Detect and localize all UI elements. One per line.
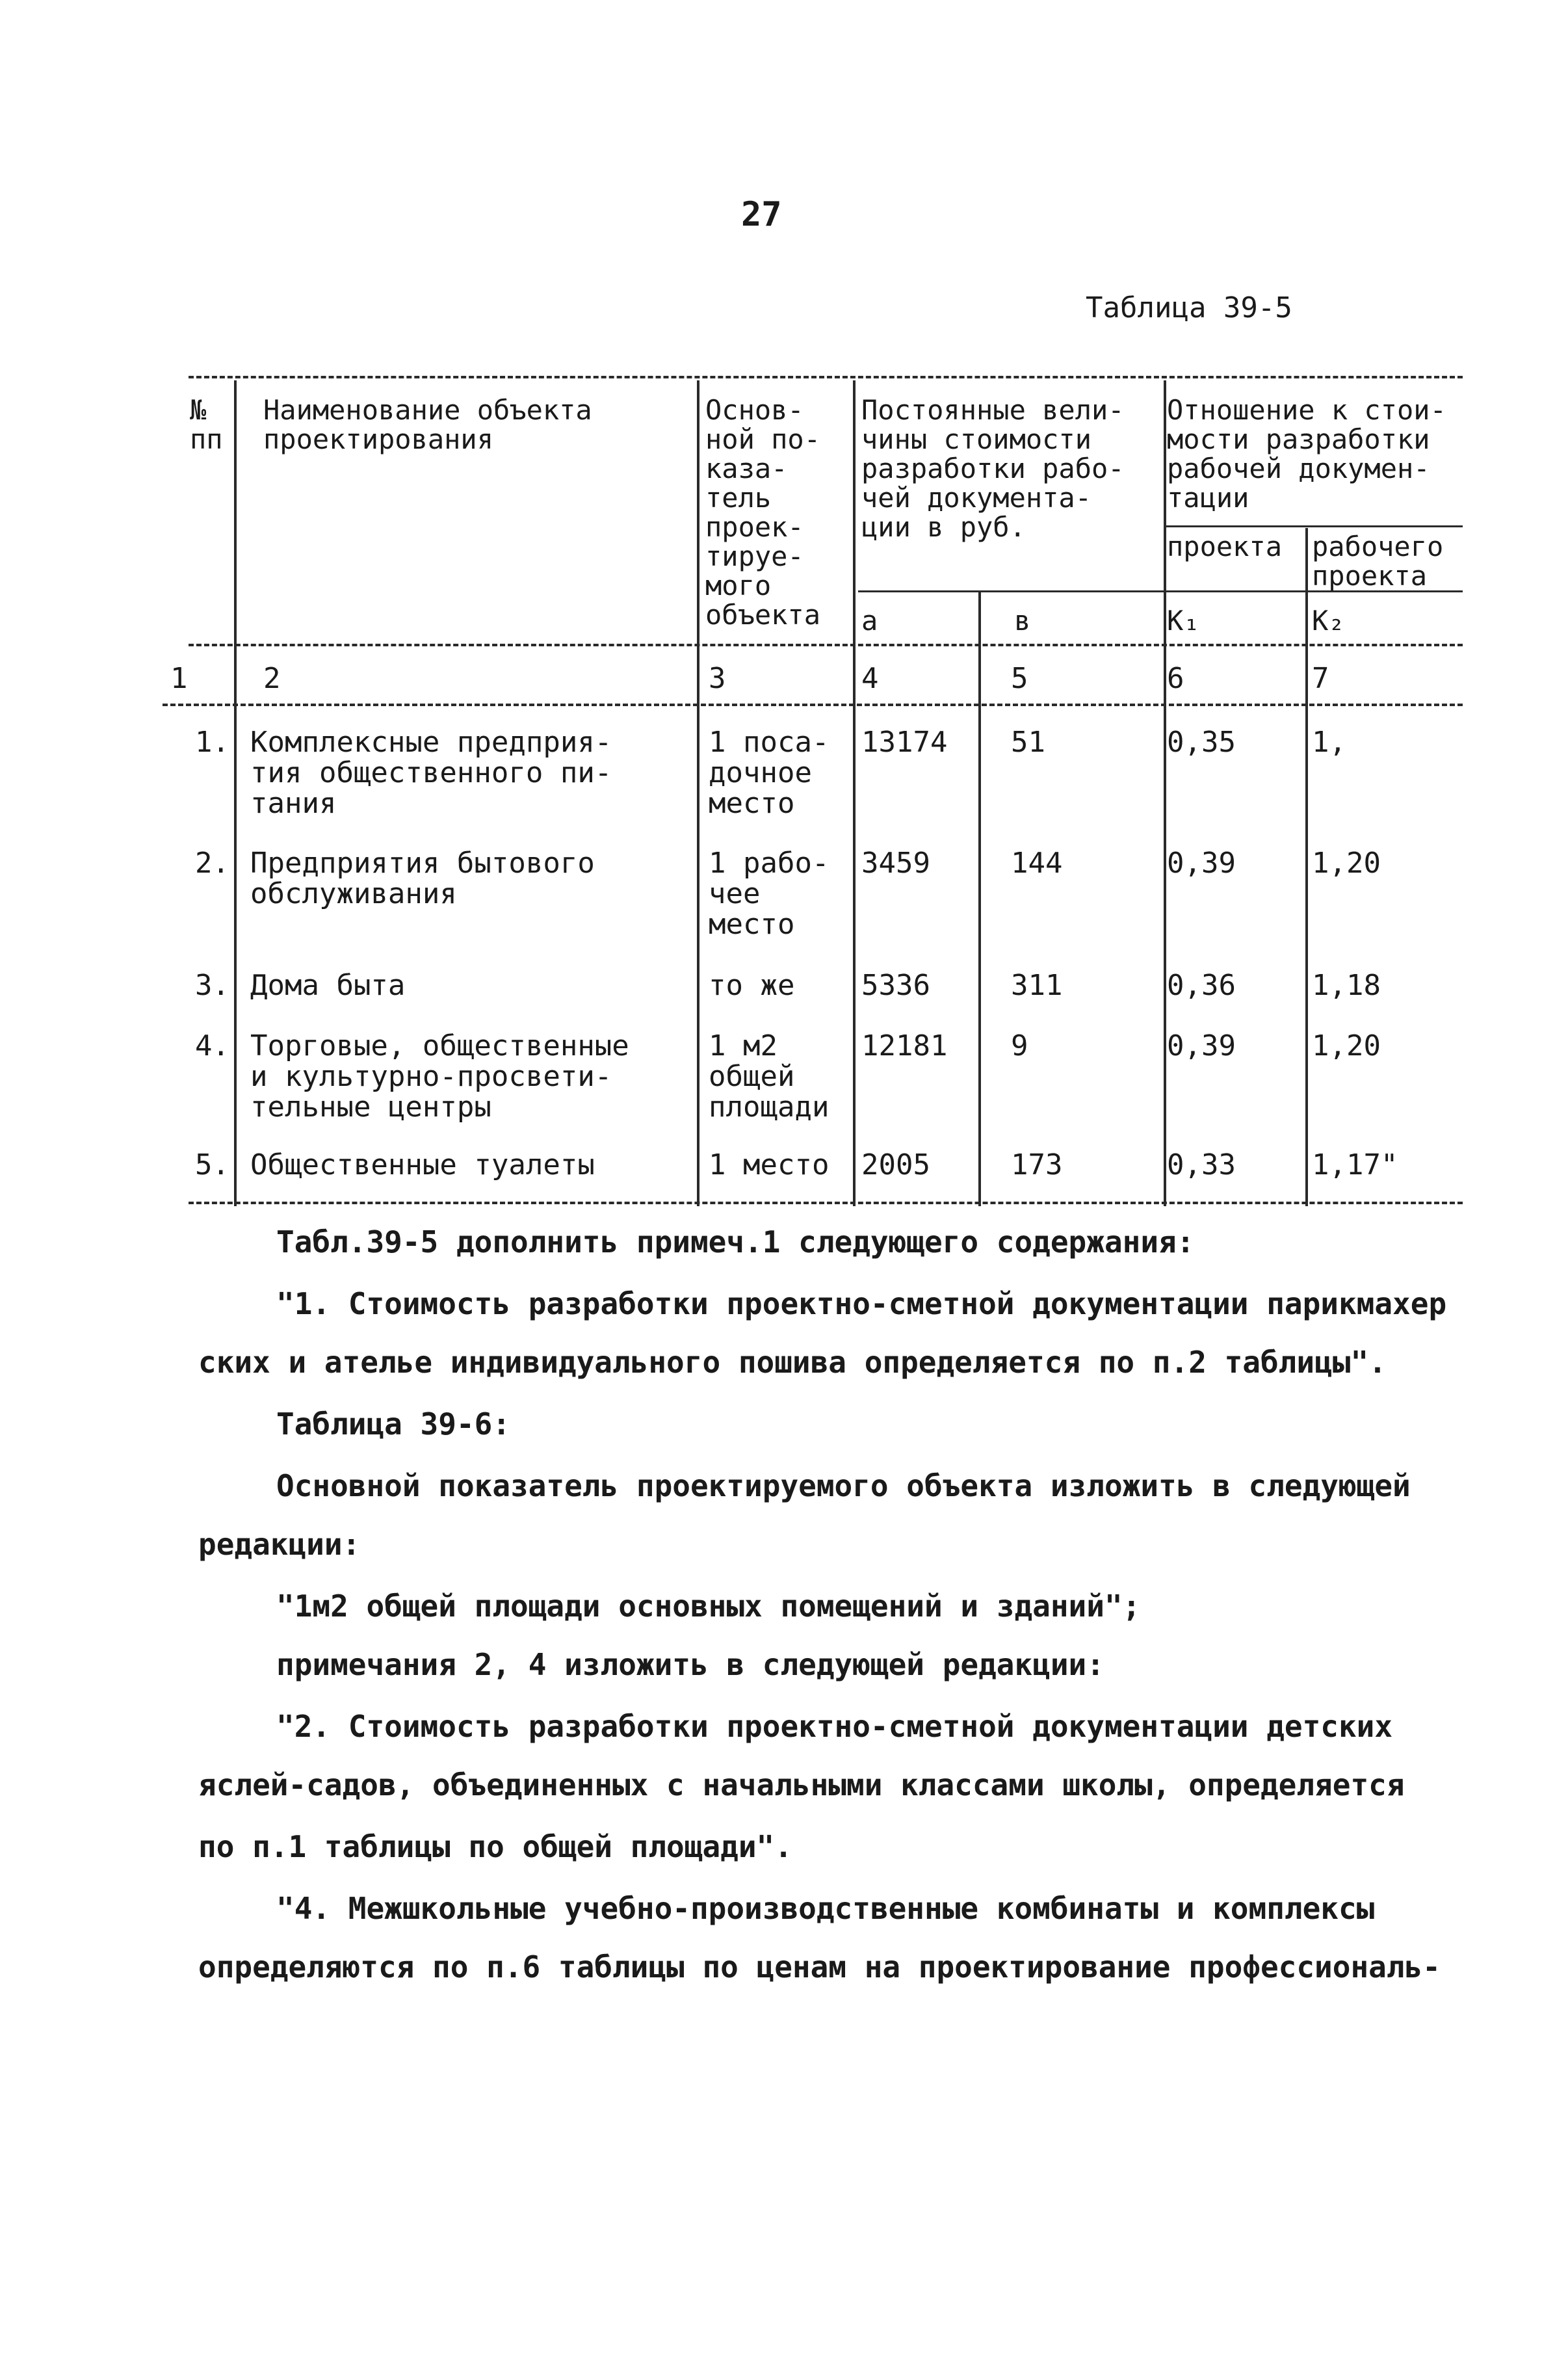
table-top-rule: [189, 376, 1463, 378]
row-4-a: 12181: [861, 1029, 948, 1062]
page-number: 27: [741, 195, 782, 234]
col-divider-3: [853, 380, 856, 1206]
col-number-6: 6: [1167, 662, 1184, 695]
body-line-4: Таблица 39-6:: [276, 1406, 511, 1442]
column-number-rule: [163, 704, 1463, 706]
body-line-13: определяются по п.6 таблицы по ценам на проектирование профессиональ-: [198, 1949, 1441, 1985]
row-5-k1: 0,33: [1167, 1148, 1236, 1181]
body-line-12: "4. Межшкольные учебно-производственные комбинаты и комплексы: [276, 1891, 1375, 1926]
body-line-10: яслей-садов, объединенных с начальными классами школы, определяется: [198, 1767, 1405, 1802]
header-k2: K₂: [1312, 605, 1345, 637]
body-line-6: редакции:: [198, 1527, 361, 1562]
row-5-name: Общественные туалеты: [250, 1148, 595, 1181]
col-number-4: 4: [861, 662, 879, 695]
body-line-11: по п.1 таблицы по общей площади".: [198, 1829, 792, 1864]
row-1-b: 51: [1011, 726, 1045, 759]
col-divider-6: [1305, 528, 1308, 1206]
row-5-b: 173: [1011, 1148, 1063, 1181]
ratio-subheader-rule: [1164, 525, 1463, 527]
header-num: № пп: [190, 394, 223, 455]
header-name: Наименование объекта проектирования: [263, 394, 592, 455]
row-5-indicator: 1 место: [709, 1148, 830, 1181]
col-number-5: 5: [1011, 662, 1028, 695]
body-line-1: Табл.39-5 дополнить примеч.1 следующего содержания:: [276, 1224, 1195, 1260]
header-k1: K₁: [1167, 605, 1200, 637]
body-line-5: Основной показатель проектируемого объекта изложить в следующей: [276, 1468, 1411, 1503]
row-1-indicator: 1 поса- дочное место: [709, 726, 830, 820]
row-4-num: 4.: [195, 1029, 229, 1062]
row-2-num: 2.: [195, 847, 229, 880]
row-4-name: Торговые, общественные и культурно-просвети- тельные центры: [250, 1029, 629, 1124]
row-5-k2: 1,17": [1312, 1148, 1398, 1181]
header-ratio: Отношение к стои- мости разработки рабочей докумен- тации: [1167, 394, 1446, 514]
body-line-3: ских и ателье индивидуального пошива определяется по п.2 таблицы".: [198, 1345, 1387, 1380]
row-3-a: 5336: [861, 969, 930, 1002]
row-1-k2: 1,: [1312, 726, 1346, 759]
row-4-indicator: 1 м2 общей площади: [709, 1029, 830, 1124]
header-const-a: а: [861, 605, 878, 637]
col-number-2: 2: [263, 662, 281, 695]
row-1-k1: 0,35: [1167, 726, 1236, 759]
col-number-1: 1: [170, 662, 188, 695]
row-4-b: 9: [1011, 1029, 1028, 1062]
col-number-7: 7: [1312, 662, 1329, 695]
col-divider-5: [1164, 380, 1166, 1206]
row-3-k2: 1,18: [1312, 969, 1381, 1002]
row-3-indicator: то же: [709, 969, 795, 1002]
row-5-a: 2005: [861, 1148, 930, 1181]
header-constants: Постоянные вели- чины стоимости разработки рабо- чей документа- ции в руб.: [861, 394, 1125, 543]
table-caption: Таблица 39-5: [1086, 291, 1292, 324]
row-1-a: 13174: [861, 726, 948, 759]
header-indicator: Основ- ной по- каза- тель проек- тируе- мого объекта: [705, 394, 821, 631]
table-bottom-rule: [189, 1202, 1463, 1204]
row-5-num: 5.: [195, 1148, 229, 1181]
header-ratio-working: рабочего проекта: [1312, 531, 1444, 592]
row-4-k2: 1,20: [1312, 1029, 1381, 1062]
body-line-9: "2. Стоимость разработки проектно-сметной документации детских: [276, 1709, 1393, 1744]
row-4-k1: 0,39: [1167, 1029, 1236, 1062]
col-divider-1: [234, 380, 237, 1206]
col-divider-2: [697, 380, 699, 1206]
body-line-2: "1. Стоимость разработки проектно-сметной документации парикмахер: [276, 1286, 1447, 1321]
row-3-num: 3.: [195, 969, 229, 1002]
row-1-num: 1.: [195, 726, 229, 759]
row-2-k2: 1,20: [1312, 847, 1381, 880]
row-2-name: Предприятия бытового обслуживания: [250, 847, 595, 910]
header-const-b: в: [1014, 605, 1031, 637]
row-3-b: 311: [1011, 969, 1063, 1002]
header-ratio-project: проекта: [1167, 531, 1283, 562]
header-bottom-rule: [189, 644, 1463, 646]
row-2-a: 3459: [861, 847, 930, 880]
row-2-k1: 0,39: [1167, 847, 1236, 880]
row-2-indicator: 1 рабо- чее место: [709, 847, 830, 941]
row-1-name: Комплексные предприя- тия общественного пи- тания: [250, 726, 612, 820]
body-line-8: примечания 2, 4 изложить в следующей редакции:: [276, 1647, 1104, 1682]
body-line-7: "1м2 общей площади основных помещений и зданий";: [276, 1589, 1141, 1624]
row-3-k1: 0,36: [1167, 969, 1236, 1002]
row-2-b: 144: [1011, 847, 1063, 880]
col-number-3: 3: [709, 662, 726, 695]
col-divider-4: [978, 592, 981, 1206]
row-3-name: Дома быта: [250, 969, 406, 1002]
